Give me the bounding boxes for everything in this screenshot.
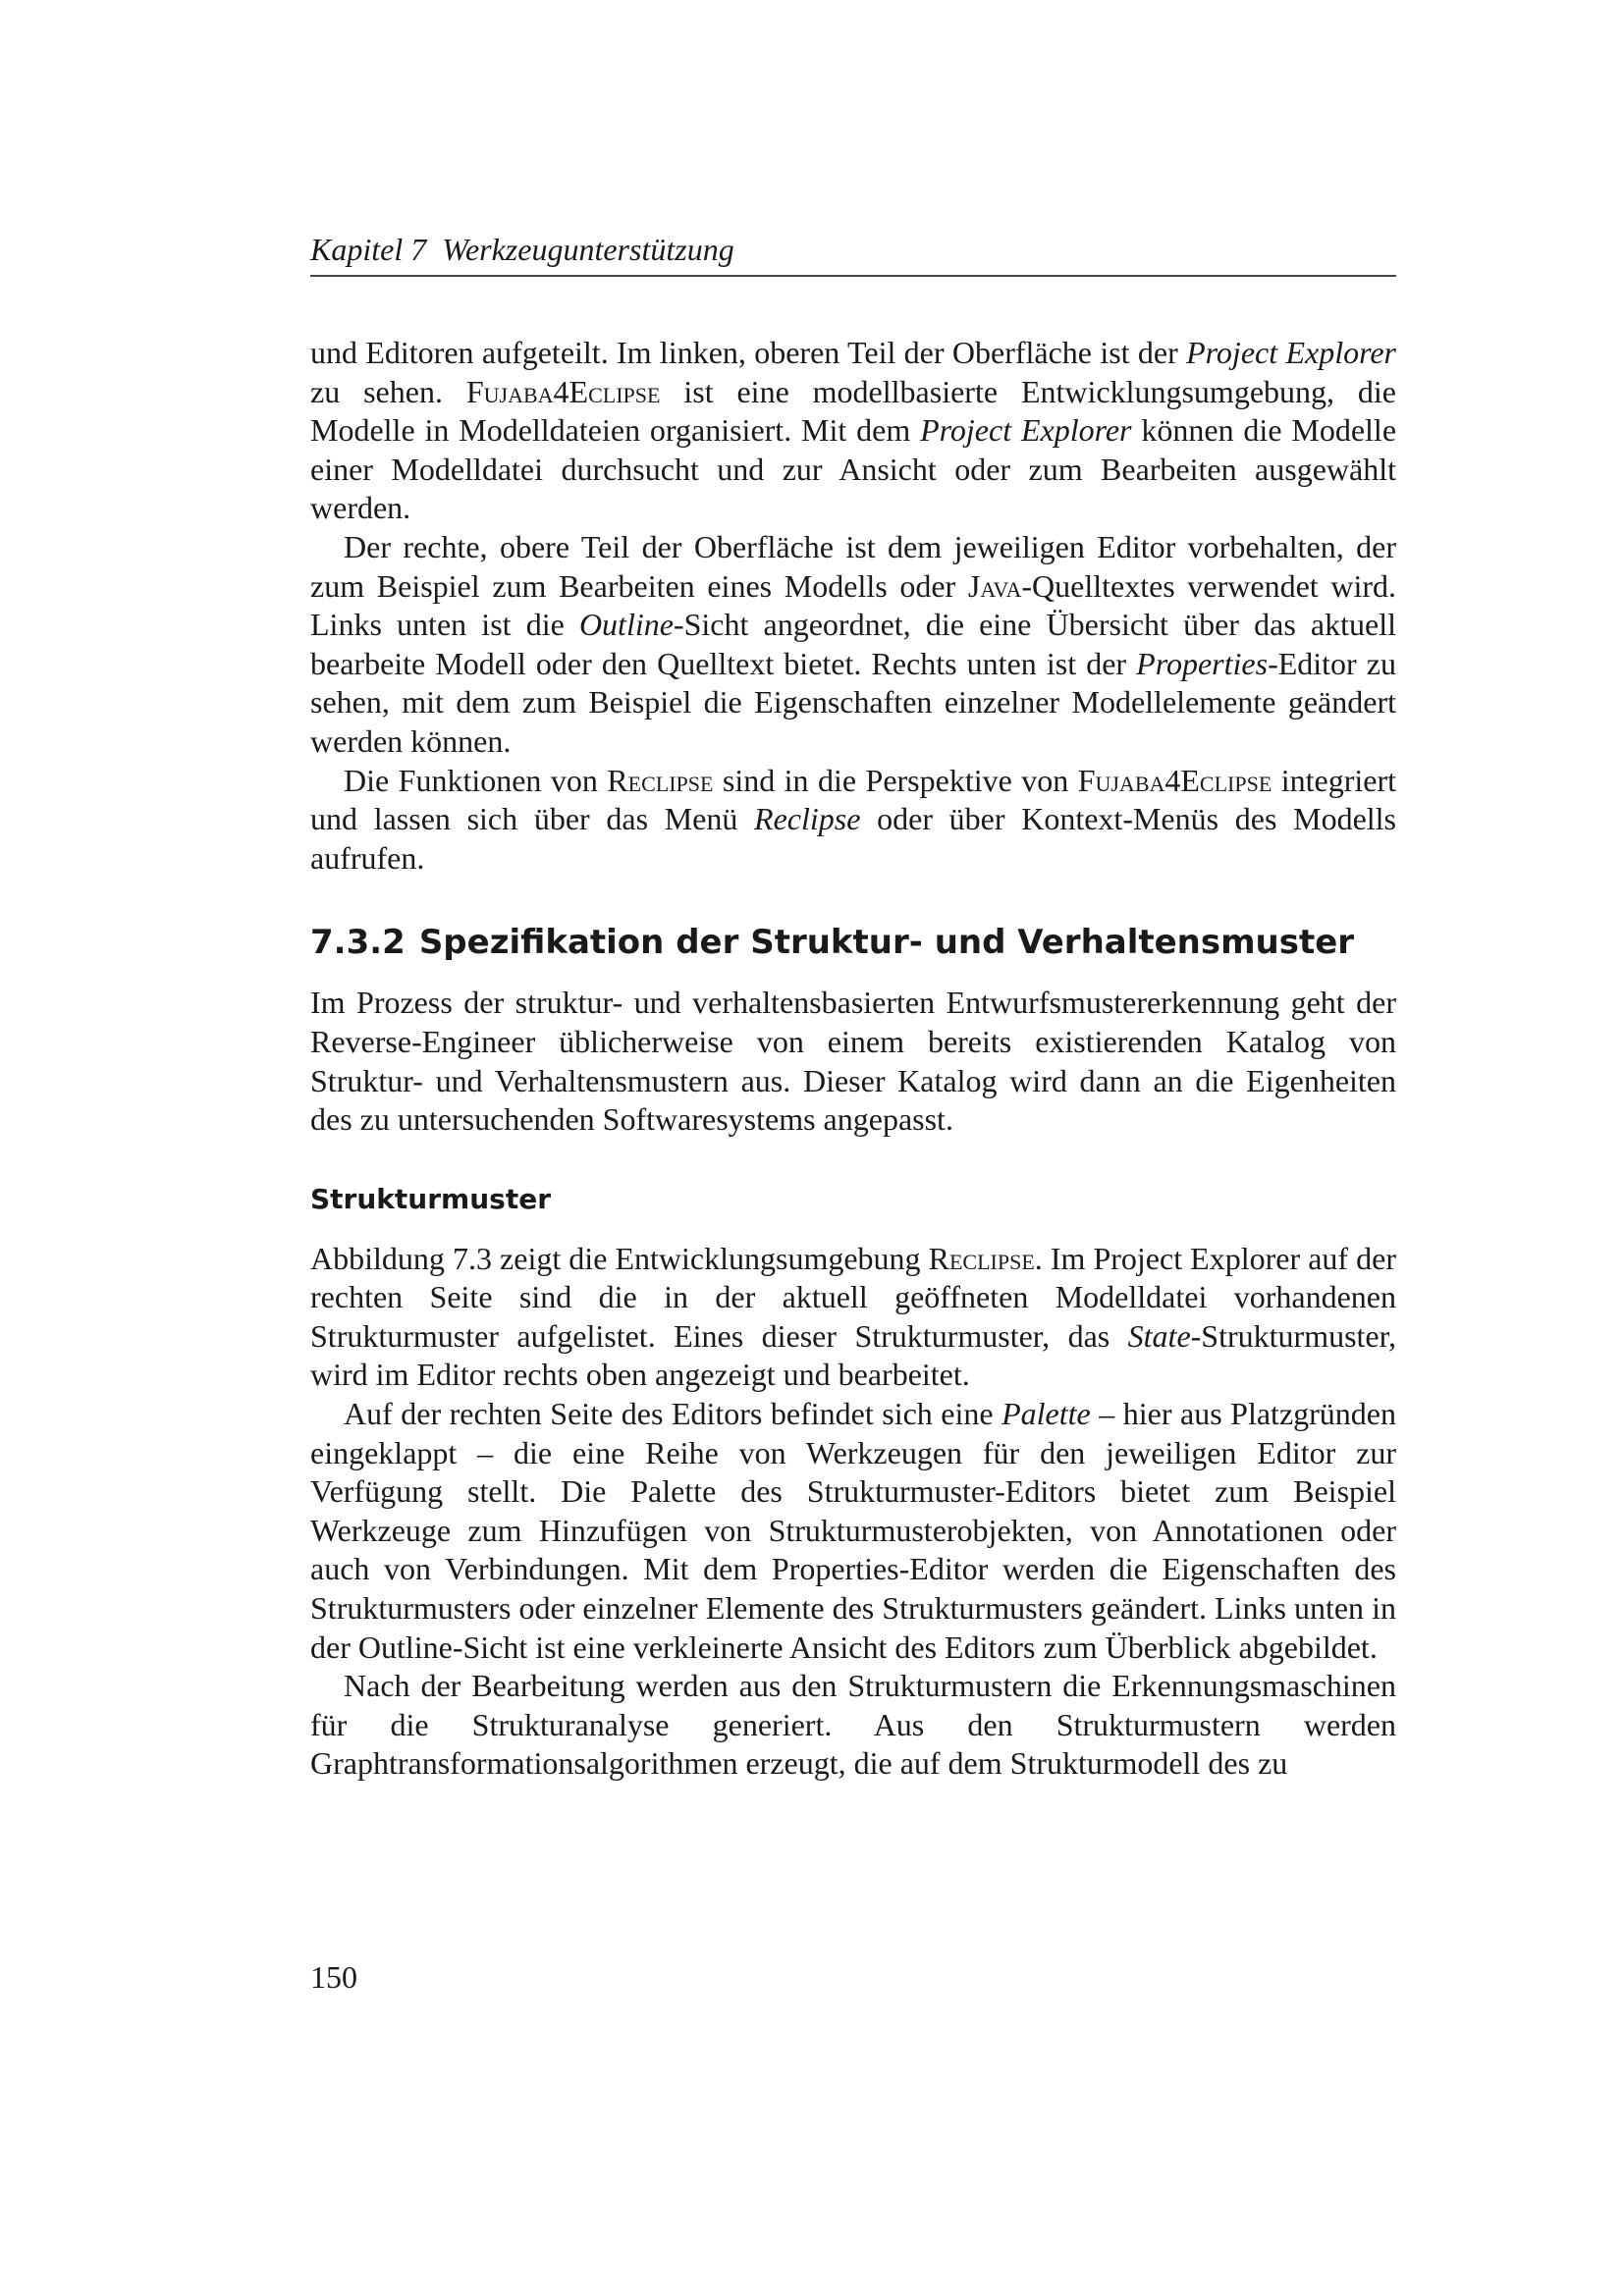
emphasis-state: State bbox=[1127, 1317, 1191, 1354]
subsection-heading: Strukturmuster bbox=[310, 1182, 551, 1215]
text-run: -Strukturmuster, wird im Editor rechts oben angezeigt und bearbeitet. bbox=[310, 1317, 1396, 1393]
text-run: Auf der rechten Seite des Editors befindet sich eine bbox=[344, 1396, 1002, 1432]
emphasis-project-explorer: Project Explorer bbox=[1186, 335, 1397, 370]
paragraph-7 bbox=[310, 1667, 1396, 1784]
paragraph-4 bbox=[310, 984, 1396, 1139]
smallcaps-fujaba4eclipse: Fujaba4Eclipse bbox=[465, 373, 661, 409]
paragraph-6 bbox=[310, 1395, 1396, 1667]
chapter-label: Kapitel 7 bbox=[310, 232, 427, 267]
emphasis-outline: Outline bbox=[578, 607, 674, 643]
text-run: sind in die Perspektive von bbox=[713, 762, 1078, 798]
text-run: können die Modelle einer Modelldatei durchsucht und zur Ansicht oder zum Bearbeiten ausgewählt werden. bbox=[310, 412, 1397, 526]
text-run: integriert und lassen sich über das Menü bbox=[310, 762, 1396, 837]
text-run: Nach der Bearbeitung werden aus den Strukturmustern die Erkennungsmaschinen für die Strukturanalyse generiert. Aus den Strukturmustern werden Graphtransformationsalgorithmen erzeugt, die auf dem Strukturmodell des zu bbox=[310, 1668, 1396, 1782]
text-run: ist eine modellbasierte Entwicklungsumgebung, die Modelle in Modelldateien organisiert. Mit dem bbox=[310, 373, 1397, 449]
running-head bbox=[310, 228, 1396, 277]
text-run: -Sicht angeordnet, die eine Übersicht über das aktuell bearbeite Modell oder den Quelltext bietet. Rechts unten ist der bbox=[310, 607, 1396, 681]
chapter-title: Werkzeugunterstützung bbox=[442, 232, 734, 267]
emphasis-project-explorer: Project Explorer bbox=[920, 412, 1132, 449]
smallcaps-java: Java bbox=[967, 567, 1022, 604]
emphasis-properties: Properties bbox=[1136, 645, 1269, 681]
section-number: 7.3.2 bbox=[310, 923, 406, 963]
paragraph-1 bbox=[310, 334, 1396, 528]
text-run: oder über Kontext-Menüs des Modells aufrufen. bbox=[310, 801, 1396, 876]
text-run: und Editoren aufgeteilt. Im linken, oberen Teil der Oberfläche ist der bbox=[310, 335, 1187, 370]
text-run: Die Funktionen von bbox=[344, 762, 608, 798]
smallcaps-reclipse: Reclipse bbox=[928, 1240, 1035, 1276]
smallcaps-fujaba4eclipse: Fujaba4Eclipse bbox=[1077, 762, 1272, 798]
emphasis-palette: Palette bbox=[1001, 1396, 1091, 1432]
section-title: Spezifikation der Struktur- und Verhaltensmuster bbox=[418, 923, 1355, 963]
body-text bbox=[310, 334, 1396, 1784]
text-run: zu sehen. bbox=[310, 373, 466, 409]
paragraph-3 bbox=[310, 762, 1396, 879]
text-run: -Editor zu sehen, mit dem zum Beispiel die Eigenschaften einzelner Modellelemente geändert werden können. bbox=[310, 645, 1397, 759]
text-run: Der rechte, obere Teil der Oberfläche ist dem jeweiligen Editor vorbehalten, der zum Beispiel zum Bearbeiten eines Modells oder bbox=[310, 528, 1396, 604]
paragraph-5 bbox=[310, 1240, 1396, 1395]
text-run: Abbildung 7.3 zeigt die Entwicklungsumgebung bbox=[310, 1240, 929, 1276]
emphasis-reclipse: Reclipse bbox=[754, 801, 861, 837]
text-run: -Quelltextes verwendet wird. Links unten ist die bbox=[310, 567, 1397, 643]
smallcaps-reclipse: Reclipse bbox=[607, 762, 714, 798]
page-number: 150 bbox=[310, 1959, 357, 1995]
text-run: – hier aus Platzgründen eingeklappt – die eine Reihe von Werkzeugen für den jeweiligen Editor zur Verfügung stellt. Die Palette des Strukturmuster-Editors bietet zum Beispiel Werkzeuge zum Hinzufügen von Strukturmusterobjekten, von Annotationen oder auch von Verbindungen. Mit dem Properties-Editor werden die Eigenschaften des Strukturmusters oder einzelner Elemente des Strukturmusters geändert. Links unten in der Outline-Sicht ist eine verkleinerte Ansicht des Editors zum Überblick abgebildet. bbox=[310, 1396, 1397, 1665]
text-run: . Im Project Explorer auf der rechten Seite sind die in der aktuell geöffneten Modelldatei vorhandenen Strukturmuster aufgelistet. Eines dieser Strukturmuster, das bbox=[310, 1240, 1396, 1354]
paragraph-2 bbox=[310, 528, 1396, 762]
text-run: Im Prozess der struktur- und verhaltensbasierten Entwurfsmustererkennung geht der Reverse-Engineer üblicherweise von einem bereits existierenden Katalog von Struktur- und Verhaltensmustern aus. Dieser Katalog wird dann an die Eigenheiten des zu untersuchenden Softwaresystems angepasst. bbox=[310, 985, 1396, 1138]
section-heading bbox=[310, 921, 1396, 964]
